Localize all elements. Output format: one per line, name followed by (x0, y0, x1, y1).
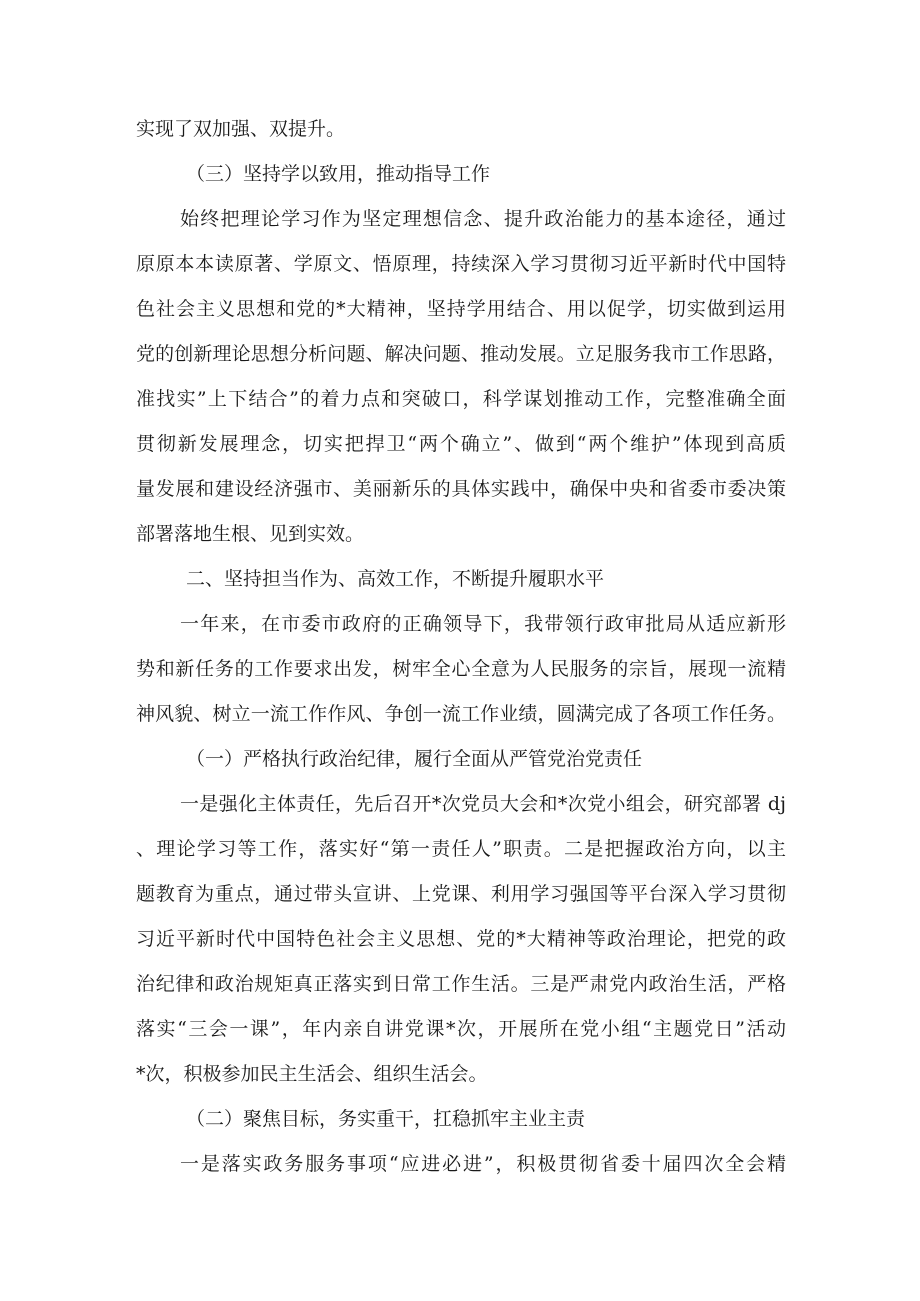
paragraph-line: 一是落实政务服务事项“应进必进”，积极贯彻省委十届四次全会精 (180, 1153, 786, 1175)
paragraph-line: 势和新任务的工作要求出发，树牢全心全意为人民服务的宗旨，展现一流精 (136, 658, 786, 680)
paragraph-line: *次，积极参加民主生活会、组织生活会。 (136, 1063, 488, 1085)
section-heading: （二）聚焦目标，务实重干，扛稳抓牢主业主责 (186, 1108, 586, 1130)
paragraph-line: 一是强化主体责任，先后召开*次党员大会和*次党小组会，研究部署 dj (180, 793, 786, 815)
paragraph-line: 神风貌、树立一流工作作风、争创一流工作业绩，圆满完成了各项工作任务。 (136, 703, 786, 725)
paragraph-line: 原原本本读原著、学原文、悟原理，持续深入学习贯彻习近平新时代中国特 (136, 253, 786, 275)
paragraph-line: 实现了双加强、双提升。 (136, 118, 346, 140)
section-heading: （一）严格执行政治纪律，履行全面从严管党治党责任 (186, 748, 643, 770)
paragraph-line: 题教育为重点，通过带头宣讲、上党课、利用学习强国等平台深入学习贯彻 (136, 883, 786, 905)
paragraph-line: 习近平新时代中国特色社会主义思想、党的*大精神等政治理论，把党的政 (136, 928, 786, 950)
paragraph-line: 治纪律和政治规矩真正落实到日常工作生活。三是严肃党内政治生活，严格 (136, 973, 786, 995)
paragraph-line: 落实“三会一课”，年内亲自讲党课*次，开展所在党小组“主题党日”活动 (136, 1018, 786, 1040)
paragraph-line: 党的创新理论思想分析问题、解决问题、推动发展。立足服务我市工作思路， (136, 343, 786, 365)
paragraph-line: 始终把理论学习作为坚定理想信念、提升政治能力的基本途径，通过 (180, 208, 786, 230)
paragraph-line: 一年来，在市委市政府的正确领导下，我带领行政审批局从适应新形 (180, 613, 786, 635)
paragraph-line: 部署落地生根、见到实效。 (136, 523, 365, 545)
paragraph-line: 贯彻新发展理念，切实把捍卫“两个确立”、做到“两个维护”体现到高质 (136, 433, 786, 455)
paragraph-line: 、理论学习等工作，落实好“第一责任人”职责。二是把握政治方向，以主 (136, 838, 786, 860)
paragraph-line: 色社会主义思想和党的*大精神，坚持学用结合、用以促学，切实做到运用 (136, 298, 786, 320)
section-heading: （三）坚持学以致用，推动指导工作 (186, 163, 491, 185)
paragraph-line: 量发展和建设经济强市、美丽新乐的具体实践中，确保中央和省委市委决策 (136, 478, 786, 500)
paragraph-line: 准找实”上下结合”的着力点和突破口，科学谋划推动工作，完整准确全面 (136, 388, 786, 410)
section-heading: 二、坚持担当作为、高效工作，不断提升履职水平 (186, 568, 605, 590)
